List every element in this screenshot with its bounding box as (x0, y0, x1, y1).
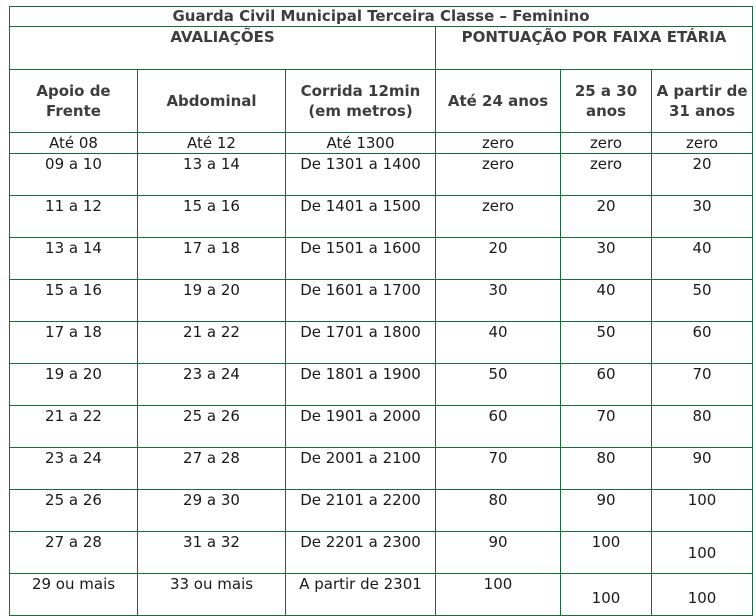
column-header-apoio-de-frente: Apoio de Frente (10, 70, 138, 133)
cell-ate-24-anos: 20 (436, 238, 561, 280)
cell-ate-24-anos: 40 (436, 322, 561, 364)
cell-apoio-de-frente: 21 a 22 (10, 406, 138, 448)
group-header-avaliacoes: AVALIAÇÕES (10, 27, 436, 70)
cell-abdominal: 29 a 30 (138, 490, 286, 532)
cell-corrida: De 1801 a 1900 (286, 364, 436, 406)
cell-apoio-de-frente: 13 a 14 (10, 238, 138, 280)
cell-corrida: De 2001 a 2100 (286, 448, 436, 490)
cell-abdominal: 25 a 26 (138, 406, 286, 448)
cell-apoio-de-frente: 11 a 12 (10, 196, 138, 238)
cell-corrida: Até 1300 (286, 133, 436, 154)
cell-a-partir-de-31-anos: 40 (652, 238, 753, 280)
cell-a-partir-de-31-anos: 90 (652, 448, 753, 490)
cell-apoio-de-frente: 23 a 24 (10, 448, 138, 490)
cell-25-a-30-anos: 80 (561, 448, 652, 490)
cell-corrida: De 1701 a 1800 (286, 322, 436, 364)
table-row (10, 532, 753, 574)
column-header-abdominal: Abdominal (138, 70, 286, 133)
column-header-a-partir-de-31-anos: A partir de 31 anos (652, 70, 753, 133)
table-row (10, 490, 753, 532)
cell-ate-24-anos: zero (436, 154, 561, 196)
cell-abdominal: 17 a 18 (138, 238, 286, 280)
cell-corrida: De 1501 a 1600 (286, 238, 436, 280)
cell-corrida: De 1401 a 1500 (286, 196, 436, 238)
table-row (10, 238, 753, 280)
cell-abdominal: 31 a 32 (138, 532, 286, 574)
cell-ate-24-anos: 30 (436, 280, 561, 322)
cell-ate-24-anos: 100 (436, 574, 561, 616)
table-row (10, 154, 753, 196)
cell-apoio-de-frente: 17 a 18 (10, 322, 138, 364)
cell-corrida: De 1301 a 1400 (286, 154, 436, 196)
cell-25-a-30-anos: 90 (561, 490, 652, 532)
table-row (10, 280, 753, 322)
cell-25-a-30-anos: 100 (561, 574, 652, 616)
cell-apoio-de-frente: 25 a 26 (10, 490, 138, 532)
cell-a-partir-de-31-anos: 100 (652, 574, 753, 616)
cell-a-partir-de-31-anos: 60 (652, 322, 753, 364)
cell-apoio-de-frente: 15 a 16 (10, 280, 138, 322)
cell-a-partir-de-31-anos: 50 (652, 280, 753, 322)
cell-ate-24-anos: 70 (436, 448, 561, 490)
cell-a-partir-de-31-anos: 100 (652, 532, 753, 574)
cell-25-a-30-anos: 50 (561, 322, 652, 364)
cell-abdominal: 33 ou mais (138, 574, 286, 616)
cell-ate-24-anos: 90 (436, 532, 561, 574)
cell-apoio-de-frente: Até 08 (10, 133, 138, 154)
group-header-row (10, 27, 753, 49)
cell-apoio-de-frente: 29 ou mais (10, 574, 138, 616)
cell-25-a-30-anos: 40 (561, 280, 652, 322)
cell-25-a-30-anos: 30 (561, 238, 652, 280)
cell-abdominal: 19 a 20 (138, 280, 286, 322)
group-header-pontuacao: PONTUAÇÃO POR FAIXA ETÁRIA (436, 27, 753, 70)
table-row (10, 574, 753, 616)
cell-apoio-de-frente: 09 a 10 (10, 154, 138, 196)
cell-25-a-30-anos: zero (561, 154, 652, 196)
cell-ate-24-anos: 50 (436, 364, 561, 406)
cell-abdominal: 15 a 16 (138, 196, 286, 238)
cell-corrida: A partir de 2301 (286, 574, 436, 616)
cell-a-partir-de-31-anos: 100 (652, 490, 753, 532)
cell-ate-24-anos: 80 (436, 490, 561, 532)
cell-abdominal: 23 a 24 (138, 364, 286, 406)
cell-a-partir-de-31-anos: 70 (652, 364, 753, 406)
score-table (9, 6, 753, 616)
cell-corrida: De 2101 a 2200 (286, 490, 436, 532)
cell-25-a-30-anos: 20 (561, 196, 652, 238)
cell-ate-24-anos: zero (436, 196, 561, 238)
table-row (10, 196, 753, 238)
cell-corrida: De 1601 a 1700 (286, 280, 436, 322)
cell-abdominal: 21 a 22 (138, 322, 286, 364)
cell-ate-24-anos: zero (436, 133, 561, 154)
column-header-corrida: Corrida 12min (em metros) (286, 70, 436, 133)
table-row (10, 448, 753, 490)
column-header-ate-24-anos: Até 24 anos (436, 70, 561, 133)
cell-ate-24-anos: 60 (436, 406, 561, 448)
table-row (10, 406, 753, 448)
table-row (10, 322, 753, 364)
cell-25-a-30-anos: 60 (561, 364, 652, 406)
cell-corrida: De 1901 a 2000 (286, 406, 436, 448)
cell-25-a-30-anos: 100 (561, 532, 652, 574)
cell-abdominal: 13 a 14 (138, 154, 286, 196)
cell-abdominal: Até 12 (138, 133, 286, 154)
table-row (10, 364, 753, 406)
table-title: Guarda Civil Municipal Terceira Classe – Feminino (10, 7, 753, 27)
cell-corrida: De 2201 a 2300 (286, 532, 436, 574)
cell-apoio-de-frente: 19 a 20 (10, 364, 138, 406)
column-header-25-a-30-anos: 25 a 30 anos (561, 70, 652, 133)
cell-a-partir-de-31-anos: 30 (652, 196, 753, 238)
title-row (10, 7, 753, 27)
cell-25-a-30-anos: 70 (561, 406, 652, 448)
cell-25-a-30-anos: zero (561, 133, 652, 154)
cell-abdominal: 27 a 28 (138, 448, 286, 490)
cell-a-partir-de-31-anos: 20 (652, 154, 753, 196)
cell-a-partir-de-31-anos: 80 (652, 406, 753, 448)
column-header-row (10, 70, 753, 133)
table-row (10, 133, 753, 154)
cell-apoio-de-frente: 27 a 28 (10, 532, 138, 574)
cell-a-partir-de-31-anos: zero (652, 133, 753, 154)
